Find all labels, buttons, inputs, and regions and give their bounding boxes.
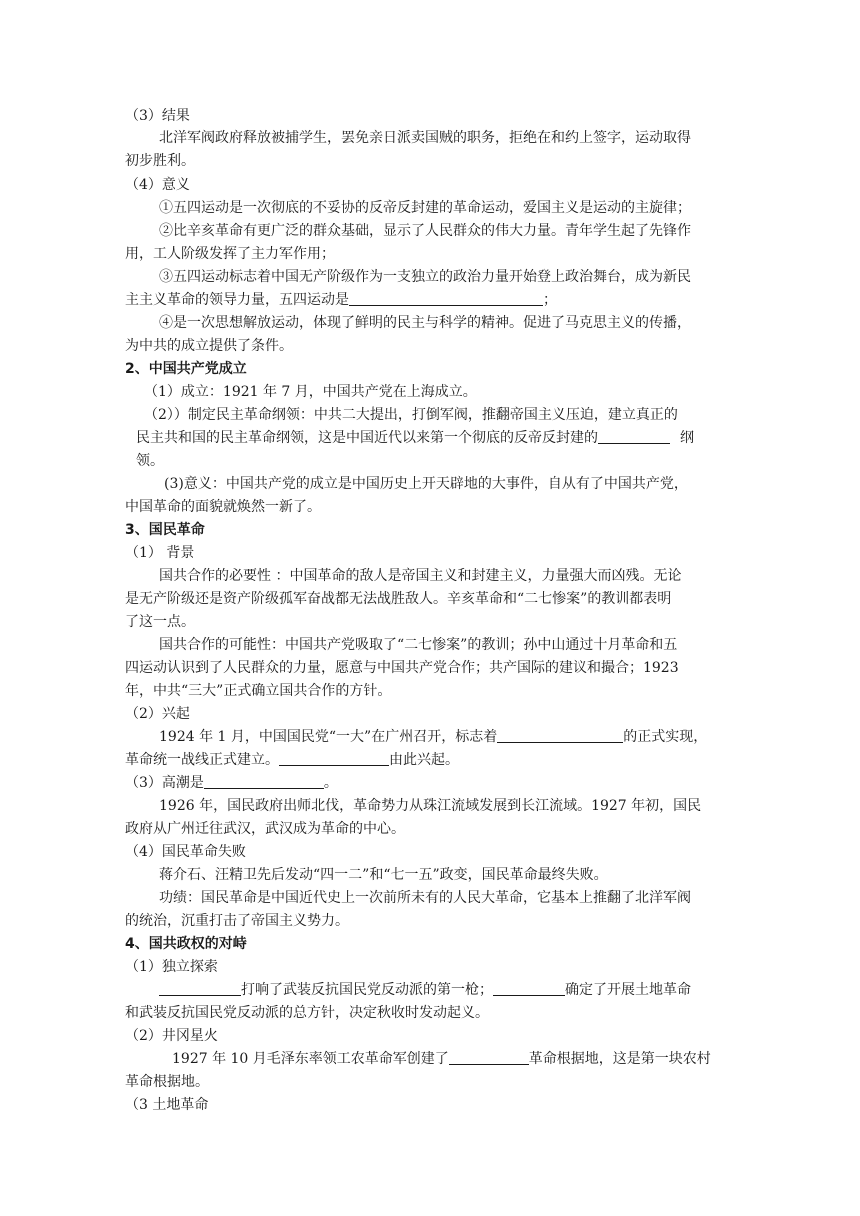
section-heading-3: 3、国民革命 <box>125 522 205 538</box>
paragraph-necessity: 国共合作的必要性 ：中国革命的敌人是帝国主义和封建主义，力量强大而凶残。无论 <box>159 568 682 584</box>
fill-blank[interactable] <box>279 751 389 766</box>
fill-blank[interactable] <box>598 429 670 444</box>
fill-blank[interactable] <box>497 728 623 743</box>
paragraph-party-significance: (3)意义：中国共产党的成立是中国历史上开天辟地的大事件，自从有了中国共产党， <box>164 476 688 492</box>
subheading-significance: （4）意义 <box>125 177 190 193</box>
paragraph-necessity-end: 了这一点。 <box>125 614 195 630</box>
fill-blank[interactable] <box>204 774 324 789</box>
subheading-climax: （3）高潮是 。 <box>125 775 338 791</box>
section-heading-2: 2、中国共产党成立 <box>125 361 247 377</box>
paragraph-rise: 1924 年 1 月，中国国民党“一大”在广州召开，标志着 的正式实现， <box>159 729 708 745</box>
paragraph-exploration: 打响了武装反抗国民党反动派的第一枪； 确定了开展土地革命 <box>159 980 691 1000</box>
subheading-background: （1） 背景 <box>125 545 195 561</box>
paragraph-significance-2-cont: 用，工人阶级发挥了主力军作用； <box>125 246 335 262</box>
paragraph-program-end: 领。 <box>136 453 164 469</box>
paragraph-possibility-cont: 四运动认识到了人民群众的力量，愿意与中国共产党合作；共产国际的建议和撮合；1923 <box>125 660 679 676</box>
paragraph-exploration-cont: 和武装反抗国民党反动派的总方针，决定秋收时发动起义。 <box>125 1005 489 1021</box>
paragraph-jinggang-cont: 革命根据地。 <box>125 1074 209 1090</box>
fill-blank[interactable] <box>493 981 565 996</box>
paragraph-result-cont: 初步胜利。 <box>125 153 195 169</box>
paragraph-significance-4: ④是一次思想解放运动，体现了鲜明的民主与科学的精神。促进了马克思主义的传播， <box>159 315 691 331</box>
subheading-result: （3）结果 <box>125 108 190 124</box>
paragraph-significance-1: ①五四运动是一次彻底的不妥协的反帝反封建的革命运动，爱国主义是运动的主旋律； <box>159 200 691 216</box>
subheading-failure: （4）国民革命失败 <box>125 844 246 860</box>
paragraph-northern-expedition-cont: 政府从广州迁往武汉，武汉成为革命的中心。 <box>125 821 405 837</box>
fill-blank[interactable] <box>159 981 241 996</box>
paragraph-northern-expedition: 1926 年，国民政府出师北伐，革命势力从珠江流域发展到长江流域。1927 年初，国民 <box>159 798 702 814</box>
paragraph-result: 北洋军阀政府释放被捕学生，罢免亲日派卖国贼的职务，拒绝在和约上签字，运动取得 <box>159 130 691 146</box>
paragraph-possibility: 国共合作的可能性：中国共产党吸取了“二七惨案”的教训；孙中山通过十月革命和五 <box>159 637 678 653</box>
paragraph-jinggang: 1927 年 10 月毛泽东率领工农革命军创建了 革命根据地，这是第一块农村 <box>172 1051 711 1067</box>
section-heading-4: 4、国共政权的对峙 <box>125 936 247 952</box>
subheading-independent-exploration: （1）独立探索 <box>125 959 218 975</box>
subheading-rise: （2）兴起 <box>125 706 190 722</box>
subheading-land-revolution: （3 土地革命 <box>125 1097 209 1113</box>
paragraph-achievement-cont: 的统治，沉重打击了帝国主义势力。 <box>125 913 349 929</box>
paragraph-failure: 蒋介石、汪精卫先后发动“四一二”和“七一五”政变，国民革命最终失败。 <box>159 867 608 883</box>
fill-blank[interactable] <box>349 291 543 306</box>
paragraph-significance-3: ③五四运动标志着中国无产阶级作为一支独立的政治力量开始登上政治舞台，成为新民 <box>159 269 691 285</box>
paragraph-achievement: 功绩：国民革命是中国近代史上一次前所未有的人民大革命，它基本上推翻了北洋军阀 <box>159 890 691 906</box>
paragraph-necessity-cont: 是无产阶级还是资产阶级孤军奋战都无法战胜敌人。辛亥革命和“二七惨案”的教训都表明 <box>125 591 672 607</box>
paragraph-significance-4-cont: 为中共的成立提供了条件。 <box>125 338 293 354</box>
paragraph-founding: （1）成立：1921 年 7 月，中国共产党在上海成立。 <box>144 384 477 400</box>
paragraph-rise-cont: 革命统一战线正式建立。 由此兴起。 <box>125 752 459 768</box>
paragraph-significance-2: ②比辛亥革命有更广泛的群众基础，显示了人民群众的伟大力量。青年学生起了先锋作 <box>159 223 691 239</box>
paragraph-party-significance-cont: 中国革命的面貌就焕然一新了。 <box>125 499 321 515</box>
paragraph-possibility-end: 年，中共“三大”正式确立国共合作的方针。 <box>125 683 392 699</box>
paragraph-program-cont: 民主共和国的民主革命纲领，这是中国近代以来第一个彻底的反帝反封建的 纲 <box>136 430 694 446</box>
paragraph-program: （2））制定民主革命纲领：中共二大提出，打倒军阀，推翻帝国主义压迫，建立真正的 <box>144 407 678 423</box>
fill-blank[interactable] <box>449 1050 529 1065</box>
subheading-jinggang: （2）井冈星火 <box>125 1028 218 1044</box>
paragraph-significance-3-cont: 主主义革命的领导力量，五四运动是 ； <box>125 292 557 308</box>
